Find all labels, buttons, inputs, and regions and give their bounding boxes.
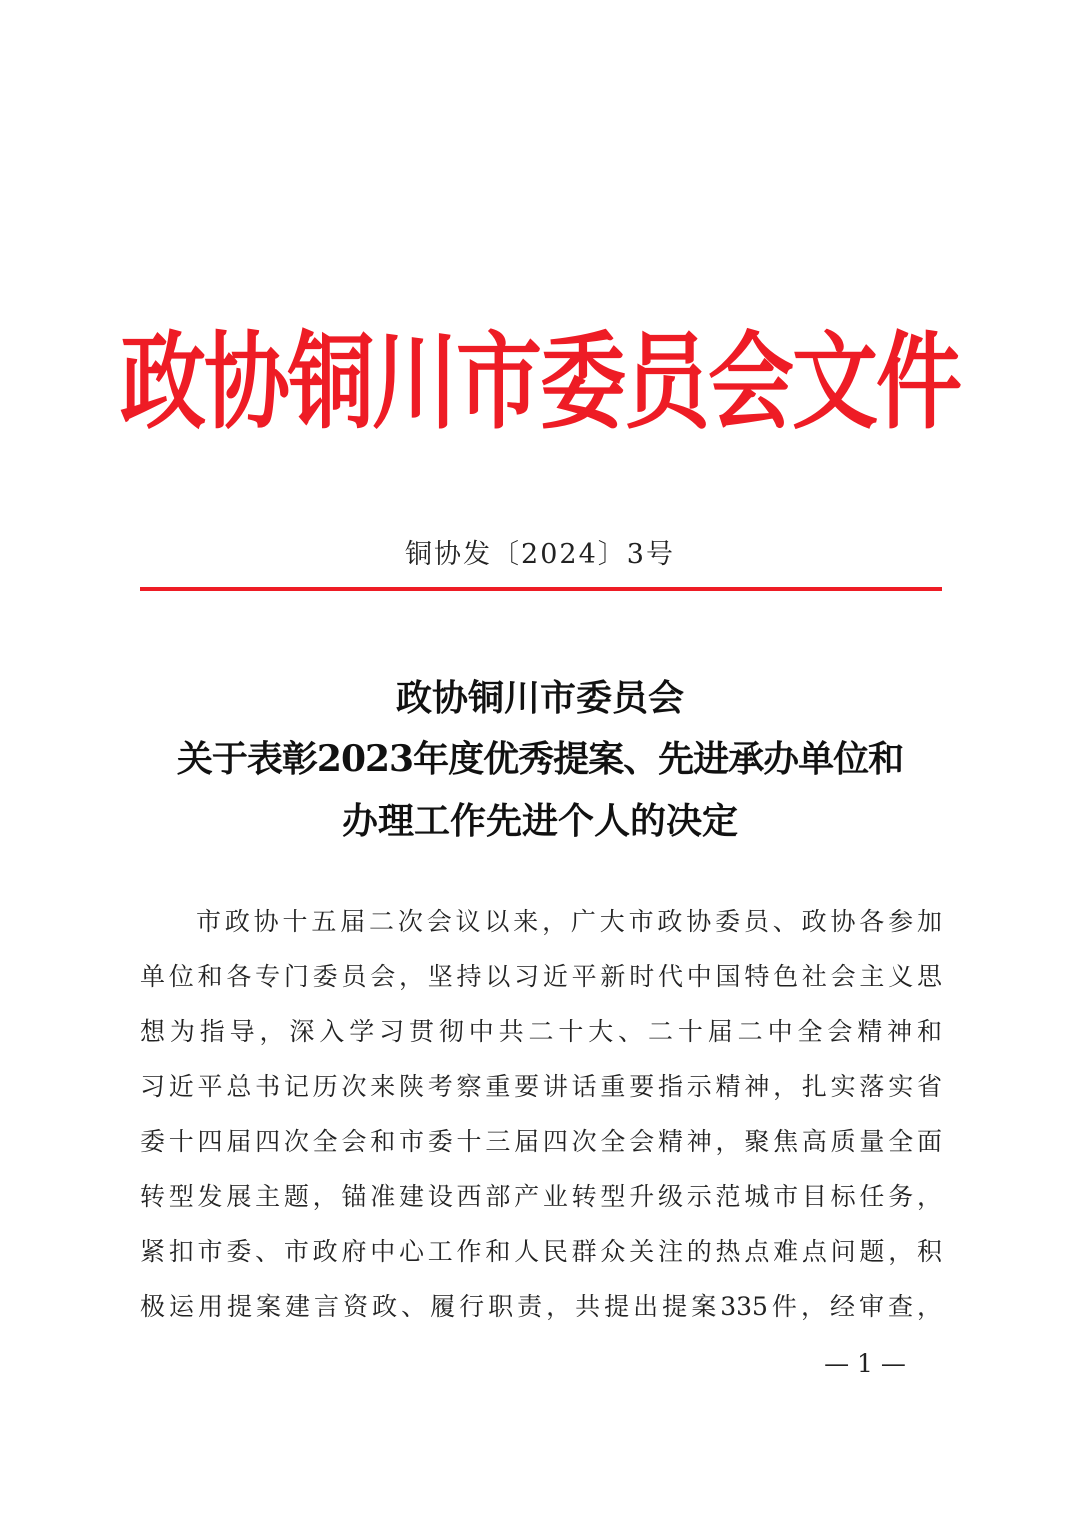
body-line: 转型发展主题，锚准建设西部产业转型升级示范城市目标任务， [140,1182,942,1211]
body-line: 紧扣市委、市政府中心工作和人民群众关注的热点难点问题，积 [140,1237,942,1266]
body-line: 习近平总书记历次来陕考察重要讲话重要指示精神，扎实落实省 [140,1072,942,1101]
body-line: 委十四届四次全会和市委十三届四次全会精神，聚焦高质量全面 [140,1127,942,1156]
body-line: 单位和各专门委员会，坚持以习近平新时代中国特色社会主义思 [140,962,942,991]
body-line: 市政协十五届二次会议以来，广大市政协委员、政协各参加 [196,907,942,936]
body-line: 极运用提案建言资政、履行职责，共提出提案335件，经审查， [140,1292,942,1321]
title-line-3: 办理工作先进个人的决定 [341,800,738,842]
red-separator-rule [140,587,942,591]
page-number: — 1 — [824,1349,906,1378]
document-masthead: 政协铜川市委员会文件 [120,320,960,444]
title-line-2: 关于表彰2023年度优秀提案、先进承办单位和 [176,738,904,780]
title-line-1: 政协铜川市委员会 [395,677,684,719]
body-line: 想为指导，深入学习贯彻中共二十大、二十届二中全会精神和 [140,1017,942,1046]
document-number: 铜协发〔2024〕3号 [405,539,675,570]
